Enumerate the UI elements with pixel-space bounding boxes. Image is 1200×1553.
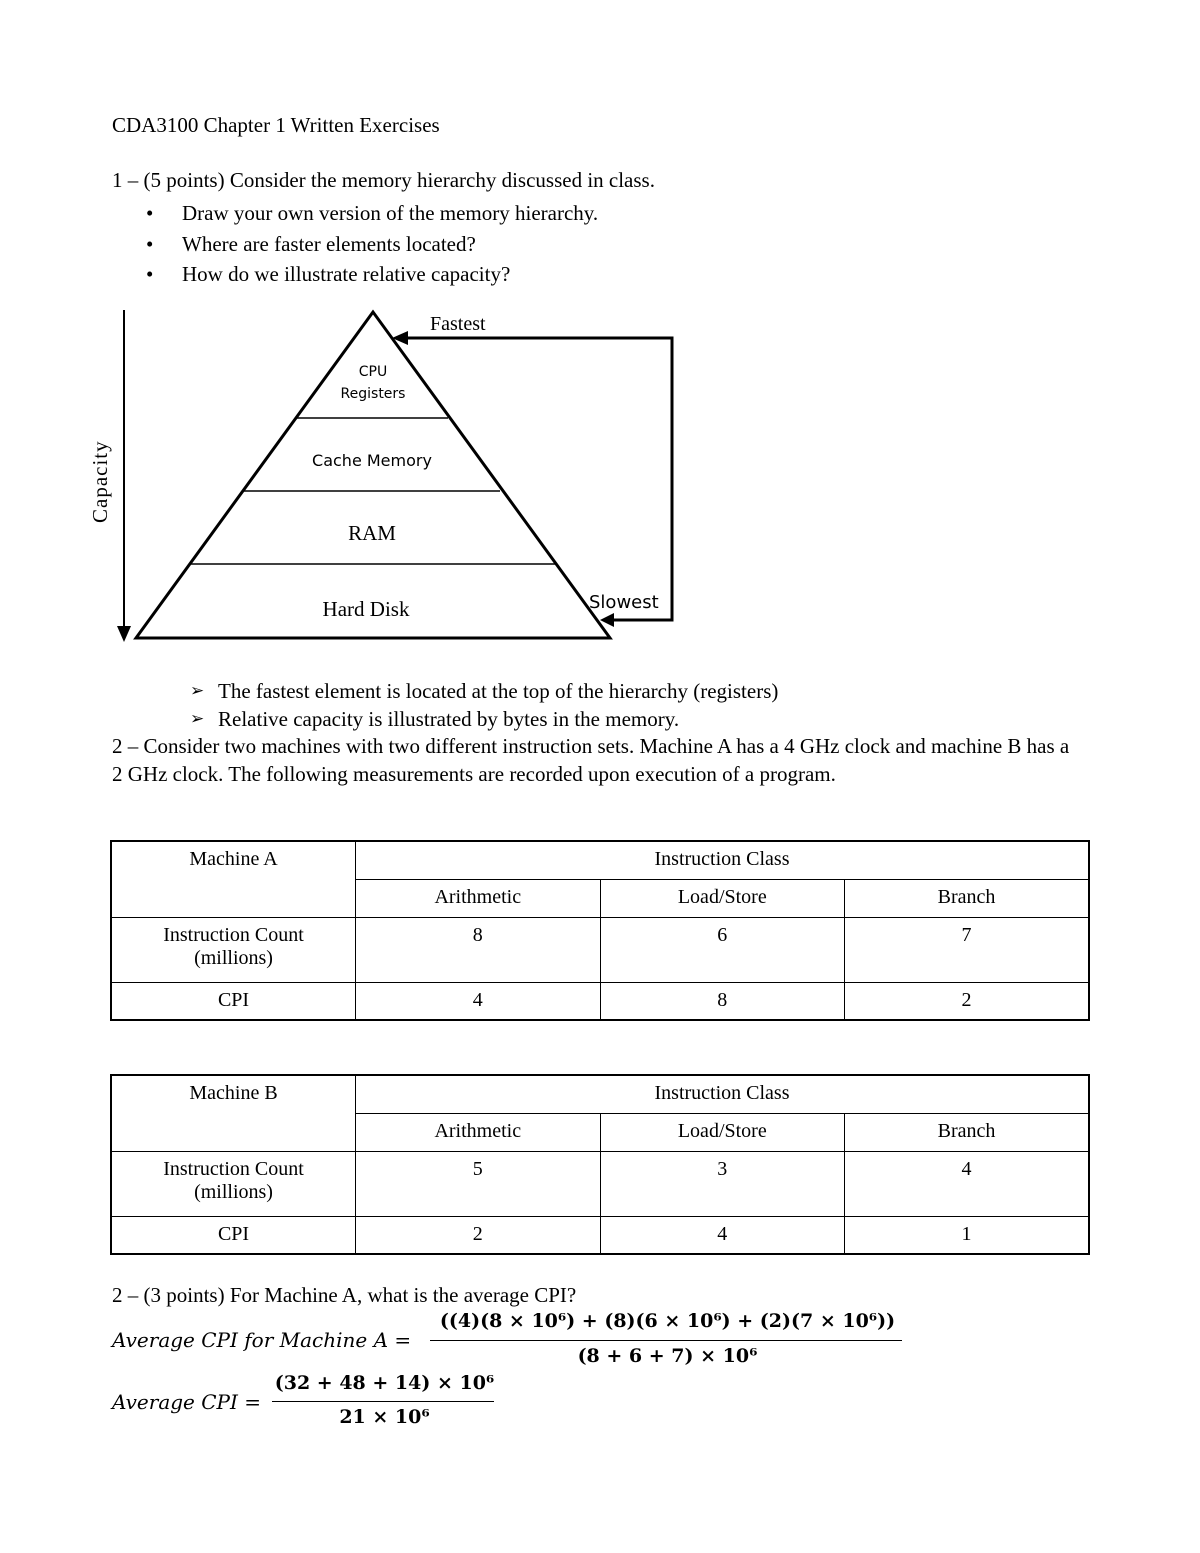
table-header-class: Branch: [845, 1113, 1089, 1151]
table-cell: 8: [356, 917, 601, 982]
bullet-item: • How do we illustrate relative capacity?: [112, 259, 598, 290]
fastest-arrowhead: [392, 331, 408, 345]
question-3-prompt: 2 – (3 points) For Machine A, what is the average CPI?: [112, 1283, 577, 1307]
level-cache-label: Cache Memory: [312, 451, 432, 470]
table-row-label: CPI: [111, 1216, 356, 1254]
pyramid-outline: [136, 312, 610, 638]
table-row-label: Instruction Count (millions): [111, 1151, 356, 1216]
table-header-class: Arithmetic: [356, 1113, 601, 1151]
question-1-bullets: [112, 198, 598, 290]
table-cell: 2: [845, 982, 1089, 1020]
speed-bracket: [404, 338, 672, 620]
machine-b-table: [110, 1074, 1090, 1255]
level-cpu-label: CPU: [358, 364, 388, 380]
answer-list: [190, 677, 778, 733]
bullet-item: • Where are faster elements located?: [112, 229, 598, 260]
equation-2-numerator: (32 + 48 + 14) × 10⁶: [274, 1372, 495, 1394]
table-cell: 6: [600, 917, 845, 982]
level-ram-label: RAM: [348, 521, 396, 545]
capacity-arrowhead: [117, 626, 131, 642]
table-cell: 8: [600, 982, 845, 1020]
equation-2-lhs: Average CPI =: [112, 1390, 262, 1414]
table-header-machine: Machine B: [111, 1075, 356, 1151]
slowest-arrowhead: [600, 613, 614, 627]
table-cell: 1: [845, 1216, 1089, 1254]
table-cell: 5: [356, 1151, 601, 1216]
table-row-label: Instruction Count (millions): [111, 917, 356, 982]
table-cell: 4: [845, 1151, 1089, 1216]
question-2-text: 2 – Consider two machines with two different instruction sets. Machine A has a 4 GHz clock and machine B has a 2 GHz clock. The following measurements are recorded upon execution of a program.: [112, 734, 1070, 786]
table-cell: 4: [600, 1216, 845, 1254]
arrow-bullet-icon: ➢: [190, 681, 205, 700]
table-header-machine: Machine A: [111, 841, 356, 917]
level-registers-label: Registers: [340, 386, 406, 402]
table-header-class: Load/Store: [600, 879, 845, 917]
slowest-label: Slowest: [589, 592, 659, 613]
bullet-item: • Draw your own version of the memory hierarchy.: [112, 198, 598, 229]
table-row-label: CPI: [111, 982, 356, 1020]
table-cell: 3: [600, 1151, 845, 1216]
equation-1-fraction-bar: [430, 1340, 902, 1341]
question-1-prompt: 1 – (5 points) Consider the memory hierarchy discussed in class.: [112, 168, 655, 192]
table-header-group: Instruction Class: [356, 841, 1089, 879]
table-header-group: Instruction Class: [356, 1075, 1089, 1113]
fastest-label: Fastest: [430, 313, 486, 335]
arrow-bullet-icon: ➢: [190, 709, 205, 728]
table-header-class: Load/Store: [600, 1113, 845, 1151]
table-cell: 2: [356, 1216, 601, 1254]
equation-1-lhs: Average CPI for Machine A =: [112, 1328, 412, 1352]
document-title: CDA3100 Chapter 1 Written Exercises: [112, 113, 440, 137]
capacity-label: Capacity: [88, 440, 112, 523]
machine-a-table: [110, 840, 1090, 1021]
answer-item: ➢ The fastest element is located at the top of the hierarchy (registers): [190, 679, 779, 703]
table-cell: 4: [356, 982, 601, 1020]
equation-2-denominator: 21 × 10⁶: [339, 1406, 430, 1428]
equation-2-fraction-bar: [272, 1401, 494, 1402]
equation-1-numerator: ((4)(8 × 10⁶) + (8)(6 × 10⁶) + (2)(7 × 10⁶)): [439, 1310, 896, 1332]
answer-item: ➢ Relative capacity is illustrated by bytes in the memory.: [190, 707, 680, 731]
equation-1-denominator: (8 + 6 + 7) × 10⁶: [577, 1345, 758, 1367]
table-header-class: Arithmetic: [356, 879, 601, 917]
table-cell: 7: [845, 917, 1089, 982]
memory-hierarchy-diagram: [0, 0, 1200, 700]
table-header-class: Branch: [845, 879, 1089, 917]
level-disk-label: Hard Disk: [322, 597, 410, 621]
